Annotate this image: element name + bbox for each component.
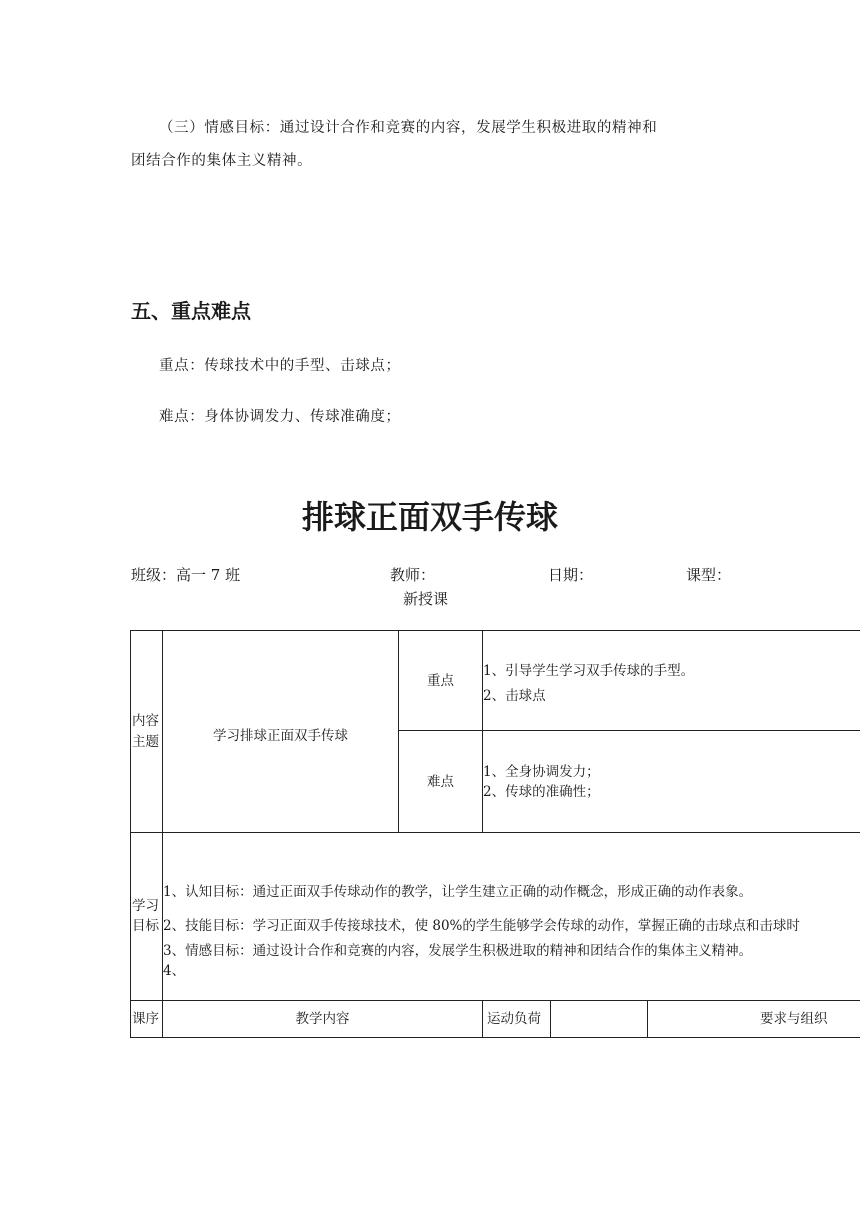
difficulty-item-2: 2、传球的准确性； [483,784,600,800]
lesson-type-value: 新授课 [403,590,449,608]
content-topic-value: 学习排球正面双手传球 [213,728,348,744]
header-content: 教学内容 [295,1011,350,1027]
difficulty-label: 难点 [427,774,454,790]
table-col-divider-header-3 [647,1000,648,1038]
difficulty-item-1: 1、全身协调发力； [483,764,600,780]
table-divider-goal-header [130,1000,860,1001]
difficulty-text: 难点：身体协调发力、传球准确度； [159,409,401,425]
table-col-divider-header-2 [550,1000,551,1038]
date-label: 日期： [548,566,594,584]
emotion-goal-line-1: （三）情感目标：通过设计合作和竞赛的内容，发展学生积极进取的精神和 [159,120,658,136]
table-col-divider-3 [482,630,483,833]
header-load: 运动负荷 [487,1011,541,1027]
table-col-divider-2 [398,630,399,833]
key-point-text: 重点：传球技术中的手型、击球点； [159,358,401,374]
lesson-type-label: 课型： [686,566,732,584]
teacher-label: 教师： [390,566,436,584]
table-divider-key-diff [398,730,860,731]
goal-item-1: 1、认知目标：通过正面双手传球动作的教学，让学生建立正确的动作概念，形成正确的动作表象。 [163,884,753,900]
goal-label-1: 学习 [132,898,159,914]
table-border-top [130,630,860,631]
content-topic-label-2: 主题 [132,734,159,750]
class-label: 班级：高一 7 班 [131,566,241,584]
key-item-1: 1、引导学生学习双手传球的手型。 [483,663,695,679]
table-border-bottom [130,1037,860,1038]
key-item-2: 2、击球点 [483,688,546,704]
header-order: 课序 [132,1011,159,1027]
goal-label-2: 目标 [132,918,159,934]
key-label: 重点 [427,673,454,689]
goal-item-4: 4、 [163,963,186,979]
table-divider-topic-goal [130,832,860,833]
table-col-divider-header-1 [482,1000,483,1038]
header-requirements: 要求与组织 [760,1011,828,1027]
goal-item-3: 3、情感目标：通过设计合作和竞赛的内容，发展学生积极进取的精神和团结合作的集体主义精神。 [163,943,753,959]
section-heading-key-difficulty: 五、重点难点 [131,299,251,323]
table-border-left [130,630,131,1038]
goal-item-2: 2、技能目标：学习正面双手传接球技术，使 80%的学生能够学会传球的动作，掌握正确的击球点和击球时 [163,918,800,934]
content-topic-label-1: 内容 [132,713,159,729]
lesson-title: 排球正面双手传球 [301,498,558,536]
emotion-goal-line-2: 团结合作的集体主义精神。 [131,153,313,169]
